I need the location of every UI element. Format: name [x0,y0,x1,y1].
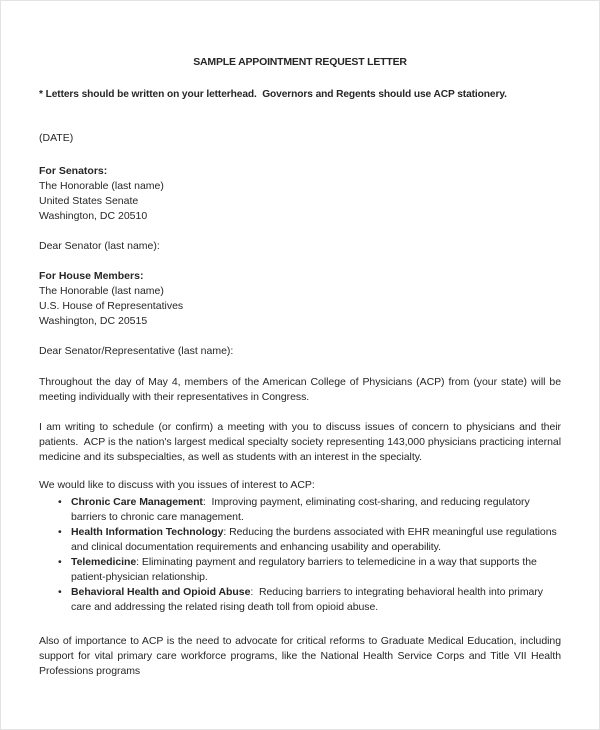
letter-content [1,1,599,679]
address-line: The Honorable (last name) [39,180,164,192]
bullet-description: : Improving payment, eliminating cost-sharing, and reducing regulatory barriers to chronic care management. [71,496,533,523]
bullet-description: : Eliminating payment and regulatory barriers to telemedicine in a way that supports the patient-physician relationship. [71,556,540,583]
issues-lead: We would like to discuss with you issues of interest to ACP: [39,479,315,491]
representative-salutation: Dear Senator/Representative (last name): [39,345,234,357]
list-item [39,555,561,585]
bullet-marker: • [58,496,62,508]
bullet-term: Behavioral Health and Opioid Abuse [71,586,251,598]
senator-salutation: Dear Senator (last name): [39,240,160,252]
list-item [39,525,561,555]
bullet-marker: • [58,526,62,538]
senators-section [39,164,561,254]
list-item [39,585,561,615]
paragraph-intro: Throughout the day of May 4, members of the American College of Physicians (ACP) from (your state) will be meeting individually with their representatives in Congress. [39,376,564,403]
address-line: U.S. House of Representatives [39,300,184,312]
bullet-term: Health Information Technology [71,526,224,538]
address-line: Washington, DC 20510 [39,210,148,222]
house-section [39,269,561,359]
date-placeholder: (DATE) [39,132,74,144]
paragraph-request: I am writing to schedule (or confirm) a meeting with you to discuss issues of concern to physicians and their patients. ACP is the nation's largest medical specialty society representing 143,000 physicians practicing internal medicine and its subspecialties, as well as students with an interest in the specialty. [39,421,564,463]
bullet-term: Telemedicine [71,556,137,568]
address-line: Washington, DC 20515 [39,315,148,327]
address-line: The Honorable (last name) [39,285,164,297]
house-heading: For House Members: [39,270,144,282]
senators-heading: For Senators: [39,165,108,177]
paragraph-closing: Also of importance to ACP is the need to advocate for critical reforms to Graduate Medical Education, including support for vital primary care workforce programs, like the National Health Service Corps and Title VII Health Professions programs [39,635,564,677]
bullet-marker: • [58,586,62,598]
page-title: SAMPLE APPOINTMENT REQUEST LETTER [193,56,407,68]
list-item [39,495,561,525]
letterhead-note: * Letters should be written on your letterhead. Governors and Regents should use ACP stationery. [39,89,507,100]
address-line: United States Senate [39,195,139,207]
bullet-term: Chronic Care Management [71,496,203,508]
issues-list [39,495,561,615]
bullet-description: : Reducing the burdens associated with EHR meaningful use regulations and clinical documentation requirements and enhancing usability and operability. [71,526,560,553]
bullet-description: : Reducing barriers to integrating behavioral health into primary care and addressing the related rising death toll from opioid abuse. [71,586,546,613]
bullet-marker: • [58,556,62,568]
